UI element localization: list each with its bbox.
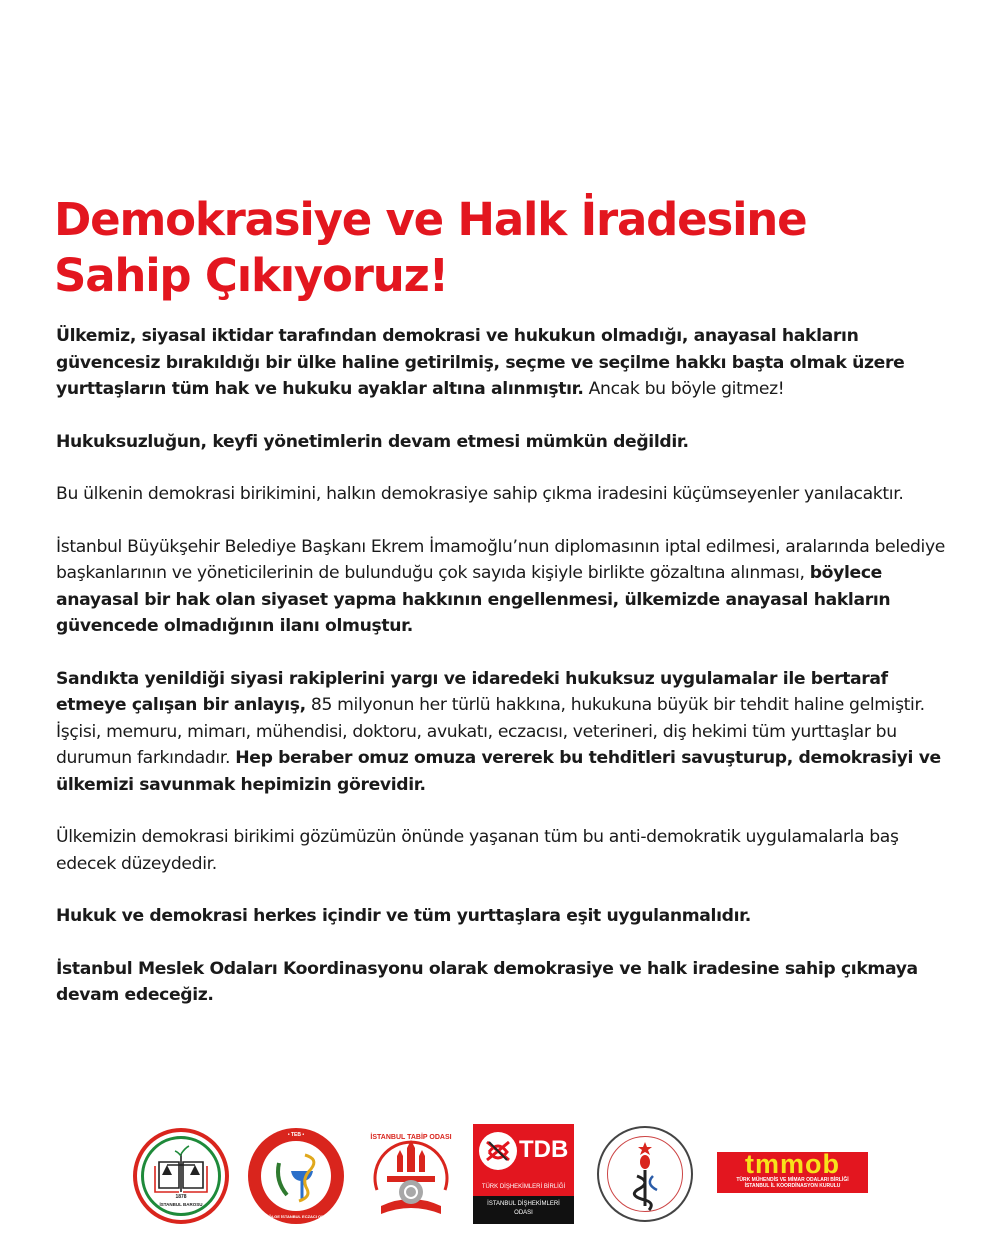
normal-text: Ülkemizin demokrasi birikimi gözümüzün önünde yaşanan tüm bu anti-demokratik uygulamalarla baş edecek düzeydedir.: [56, 827, 899, 874]
tabip-name: İSTANBUL TABİP ODASI: [370, 1134, 452, 1141]
tmmob-wordmark: tmmob: [745, 1149, 840, 1179]
title-line-1: Demokrasiye ve Halk İradesine: [54, 193, 807, 246]
tmmob-istanbul-ikk-logo: [717, 1149, 868, 1193]
page-title: [54, 192, 806, 304]
bold-text: İstanbul Meslek Odaları Koordinasyonu olarak demokrasiye ve halk iradesine sahip çıkmaya devam edeceğiz.: [56, 958, 918, 1005]
normal-text: Ancak bu böyle gitmez!: [583, 379, 785, 399]
teb-label: • TEB •: [287, 1132, 305, 1138]
paragraph-7: [56, 903, 956, 930]
paragraph-3: [56, 481, 956, 508]
tmmob-subtitle-line-2: İSTANBUL İL KOORDİNASYON KURULU: [744, 1183, 841, 1189]
bold-text: Sandıkta yenildiği siyasi rakiplerini yargı ve idaredeki hukuksuz uygulamalar ile bertaraf etmeye çalışan bir anlayış,: [56, 668, 888, 715]
bold-text: Ülkemiz, siyasal iktidar tarafından demokrasi ve hukukun olmadığı, anayasal hakların güvencesiz bırakıldığı bir ülke haline getirilmiş, seçme ve seçilme hakkı başta olmak üzere yurttaşların tüm hak ve hukuku ayaklar altına alınmıştır.: [56, 326, 905, 399]
caduceus-icon: [599, 1128, 691, 1220]
istanbul-veteriner-hekimler-odasi-logo: [597, 1126, 693, 1222]
paragraph-8: [56, 956, 956, 1009]
tdb-istanbul-dishekimleri-odasi-logo: [473, 1124, 574, 1224]
tabip-year: 1929: [405, 1214, 417, 1220]
title-line-2: Sahip Çıkıyoruz!: [54, 249, 448, 302]
istanbul-eczaci-odasi-logo: [248, 1128, 344, 1224]
paragraph-6: [56, 824, 956, 877]
tdb-wordmark: TDB: [519, 1136, 569, 1163]
tdb-black-line-1: İSTANBUL DİŞHEKİMLERİ: [487, 1201, 560, 1207]
statement-body: [56, 323, 956, 1035]
bold-text: böylece anayasal bir hak olan siyaset yapma hakkının engellenmesi, ülkemizde anayasal hakların güvencede olmadığının ilanı olmuştur.: [56, 563, 891, 636]
bold-text: Hukuk ve demokrasi herkes içindir ve tüm yurttaşlara eşit uygulanmalıdır.: [56, 906, 751, 926]
knot-emblem-icon: [475, 1128, 521, 1174]
baro-year: 1878: [175, 1194, 187, 1200]
white-center: [261, 1141, 331, 1211]
bold-text: Hep beraber omuz omuza vererek bu tehditleri savuşturup, demokrasiyi ve ülkemizi savunmak hepimizin görevidir.: [56, 748, 941, 795]
logo-strip: [0, 1120, 1000, 1230]
bold-text: Hukuksuzluğun, keyfi yönetimlerin devam etmesi mümkün değildir.: [56, 431, 689, 452]
normal-text: İstanbul Büyükşehir Belediye Başkanı Ekrem İmamoğlu’nun diplomasının iptal edilmesi, aralarında belediye başkanlarının ve yöneticilerinin de bulunduğu çok sayıda kişiyle birlikte gözaltına alınması,: [56, 536, 945, 583]
paragraph-5: [56, 666, 956, 799]
tdb-black-line-2: ODASI: [514, 1210, 533, 1216]
istanbul-tabip-odasi-logo: [367, 1120, 455, 1228]
tdb-black-band: [473, 1196, 574, 1224]
istanbul-barosu-logo: [133, 1128, 229, 1224]
tmmob-subtitle-line-1: TÜRK MÜHENDİS VE MİMAR ODALARI BİRLİĞİ: [736, 1177, 849, 1183]
normal-text: Bu ülkenin demokrasi birikimini, halkın demokrasiye sahip çıkma iradesini küçümseyenler yanılacaktır.: [56, 484, 904, 504]
normal-text: 85 milyonun her türlü hakkına, hukukuna büyük bir tehdit haline gelmiştir. İşçisi, memuru, mimarı, mühendisi, doktoru, avukatı, eczacısı, veterineri, diş hekimi tüm yurttaşlar bu durumun farkındadır.: [56, 695, 925, 768]
eczaci-name: 1. BÖLGE İSTANBUL ECZACI ODASI: [261, 1214, 331, 1219]
paragraph-1: [56, 323, 956, 403]
paragraph-4: [56, 534, 956, 640]
paragraph-2: [56, 429, 956, 456]
baro-name: İSTANBUL BAROSU: [159, 1202, 203, 1207]
bowl-of-hygieia-icon: [261, 1141, 331, 1211]
tmmob-subtitle: [717, 1177, 868, 1189]
tdb-subtitle: TÜRK DİŞHEKİMLERİ BİRLİĞİ: [481, 1184, 566, 1190]
